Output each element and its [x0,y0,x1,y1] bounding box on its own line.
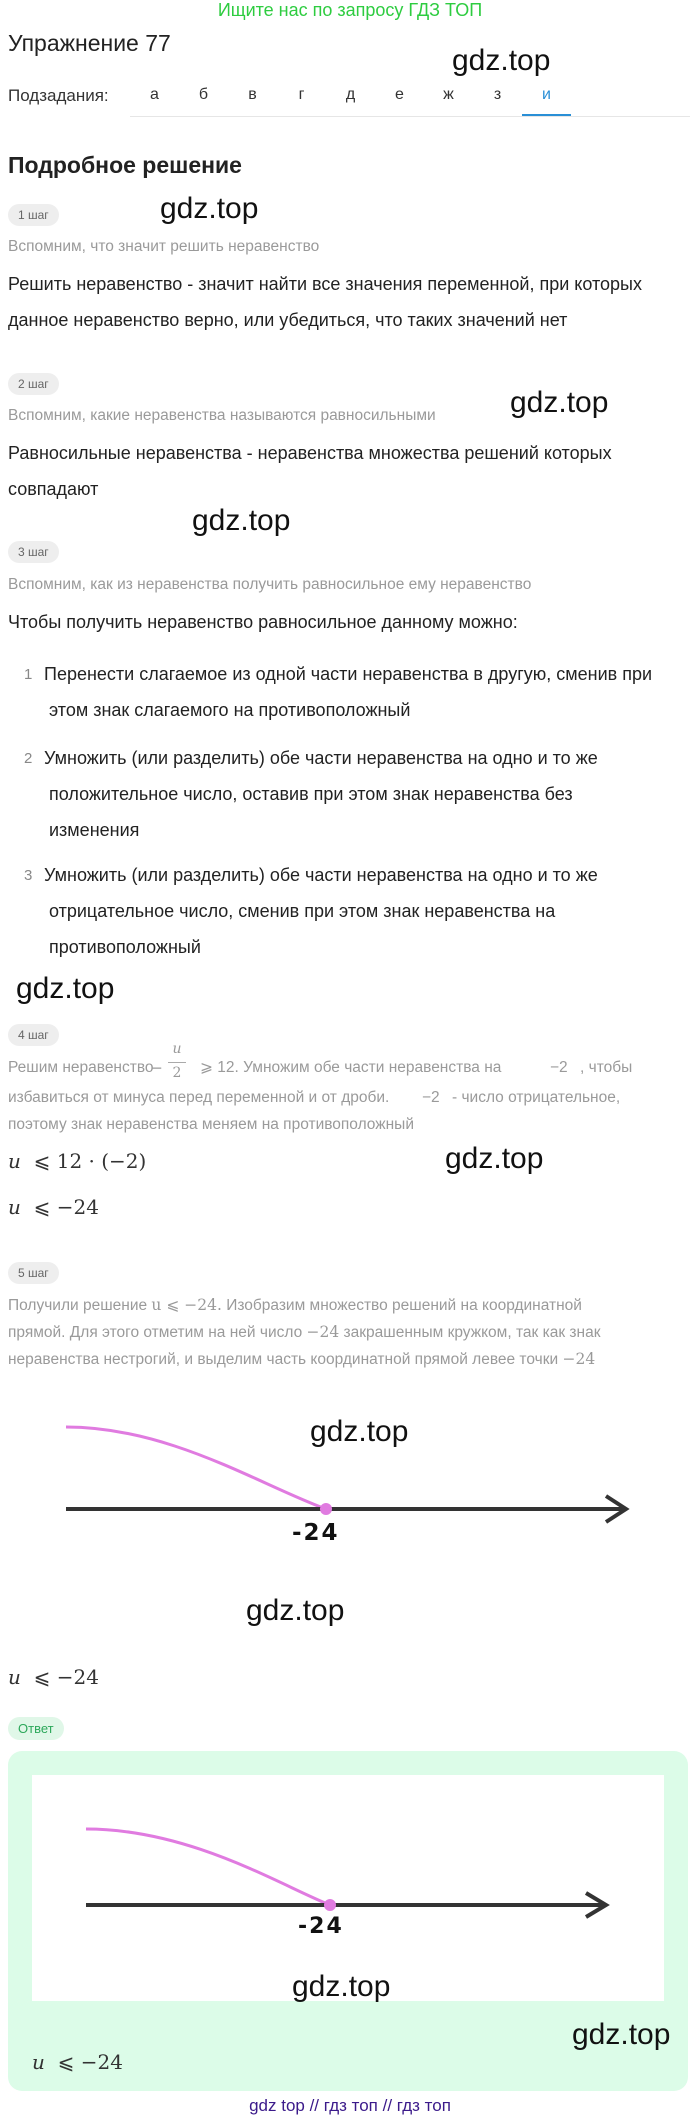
watermark: gdz.top [310,1415,409,1448]
list-item-line: Умножить (или разделить) обе части неравенства на одно и то же [44,865,598,885]
watermark: gdz.top [192,504,291,537]
step-3-text: Чтобы получить неравенство равносильное данному можно: [8,612,518,632]
list-item-line: противоположный [49,937,201,957]
watermark: gdz.top [16,972,115,1005]
subtask-tab-z[interactable]: з [493,86,502,103]
list-item-line: положительное число, оставив при этом знак неравенства без [49,784,573,804]
step-3-badge: 3 шаг [8,541,59,563]
section-title: Подробное решение [8,152,242,178]
watermark: gdz.top [572,2018,671,2051]
step-4-hint-line3: поэтому знак неравенства меняем на противоположный [8,1116,414,1133]
answer-number-line [0,1795,700,1965]
list-item-number: 2 [24,750,33,767]
point-marker [320,1503,332,1515]
solution-curve [86,1829,330,1905]
list-item-line: Умножить (или разделить) обе части неравенства на одно и то же [44,748,598,768]
step-1-badge: 1 шаг [8,204,59,226]
step-4-hint-line2a: избавиться от минуса перед переменной и от дроби. [8,1089,390,1106]
step-4-badge: 4 шаг [8,1024,59,1046]
answer-axis-label: -24 [298,1914,344,1939]
fraction-bar [168,1062,186,1063]
subtask-tab-e[interactable]: е [395,86,404,103]
watermark: gdz.top [445,1142,544,1175]
step-2-text: Равносильные неравенства - неравенства множества решений которых совпадают [8,443,612,499]
subtask-tab-g[interactable]: г [298,86,305,103]
step-4-hint-c: −2 [550,1059,568,1076]
solution-curve [66,1427,326,1509]
promo-banner[interactable]: Ищите нас по запросу ГДЗ ТОП [217,0,483,20]
answer-badge: Ответ [8,1717,64,1740]
step-5-badge: 5 шаг [8,1262,59,1284]
subtask-tab-d[interactable]: д [345,86,356,103]
watermark: gdz.top [452,44,551,77]
step-4-hint-d: , чтобы [580,1059,633,1076]
step-5-hint: Получили решение u ⩽ −24. Изобразим множество решений на координатной прямой. Для этого отметим на ней число −24 закрашенным кружком, так как знак неравенства нестрогий, и выделим часть координатной прямой левее точки −24 [8,1296,601,1368]
watermark: gdz.top [246,1594,345,1627]
subtask-tab-v[interactable]: в [248,86,257,103]
watermark: gdz.top [292,1970,391,2003]
step-2-badge: 2 шаг [8,373,59,395]
watermark: gdz.top [160,192,259,225]
step-1-text: Решить неравенство - значит найти все значения переменной, при которых данное неравенство верно, или убедиться, что таких значений нет [8,274,642,330]
list-item-number: 3 [24,867,33,884]
subtask-tab-a[interactable]: а [150,86,159,103]
step-4-hint-line2c: - число отрицательное, [452,1089,621,1106]
list-item-number: 1 [24,666,33,683]
list-item-line: Перенести слагаемое из одной части неравенства в другую, сменив при [44,664,653,684]
equation-1: u ⩽ 12 · (−2) [8,1149,147,1173]
footer-links[interactable]: gdz top // гдз топ // гдз топ [249,2096,451,2115]
list-item-line: изменения [49,820,140,840]
exercise-title: Упражнение 77 [8,30,171,56]
subtasks-label: Подзадания: [8,86,109,105]
step-4-hint-b: ⩾ 12. Умножим обе части неравенства на [200,1059,502,1076]
axis-point-label: -24 [292,1520,340,1546]
subtask-tab-b[interactable]: б [198,86,209,103]
point-marker [324,1899,336,1911]
subtask-tabs [130,78,571,116]
tabs-divider [130,116,690,117]
fraction-denominator: 2 [172,1065,182,1081]
list-item-line: отрицательное число, сменив при этом знак неравенства на [49,901,556,921]
equation-2: u ⩽ −24 [8,1195,99,1219]
step-4-hint-line2b: −2 [422,1089,440,1106]
subtask-tab-zh[interactable]: ж [443,86,454,103]
fraction-numerator: u [172,1041,182,1057]
result-equation: u ⩽ −24 [8,1665,99,1689]
answer-equation: u ⩽ −24 [32,2050,123,2074]
list-item-line: этом знак слагаемого на противоположный [49,700,411,720]
minus-sign: − [150,1059,163,1077]
step-3-hint: Вспомним, как из неравенства получить равносильное ему неравенство [8,576,532,593]
step-2-hint: Вспомним, какие неравенства называются равносильными [8,407,436,424]
watermark: gdz.top [510,386,609,419]
step-1-hint: Вспомним, что значит решить неравенство [8,238,320,255]
subtask-tab-i[interactable]: и [522,78,571,116]
step-4-hint-a: Решим неравенство [8,1059,154,1076]
